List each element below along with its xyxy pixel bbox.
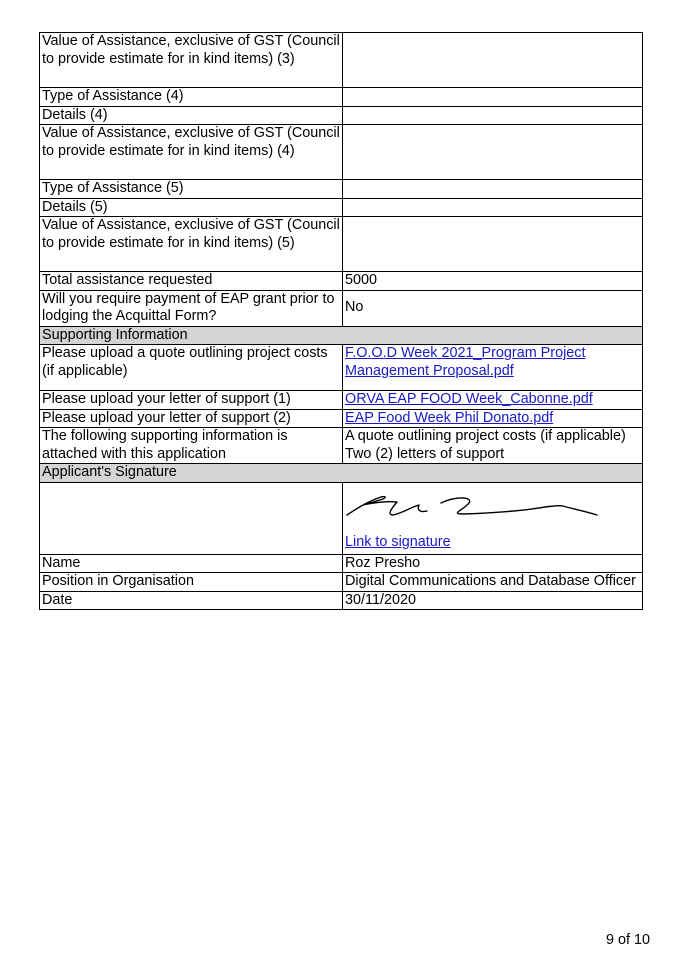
field-label: Type of Assistance (4) bbox=[40, 88, 343, 107]
field-label: Value of Assistance, exclusive of GST (Council to provide estimate for in kind items) (4) bbox=[40, 125, 343, 180]
application-form-table bbox=[39, 32, 643, 610]
attached-item: Two (2) letters of support bbox=[345, 445, 505, 462]
letter-of-support-2-link[interactable]: EAP Food Week Phil Donato.pdf bbox=[345, 409, 554, 426]
field-label: Please upload your letter of support (1) bbox=[40, 391, 343, 410]
field-value bbox=[343, 391, 643, 410]
table-row bbox=[40, 88, 643, 107]
field-label: Details (5) bbox=[40, 198, 343, 217]
payment-prior-value: No bbox=[343, 290, 643, 326]
signature-image bbox=[345, 487, 605, 527]
quote-file-link[interactable]: F.O.O.D Week 2021_Program Project Management Proposal.pdf bbox=[345, 345, 586, 379]
table-row bbox=[40, 591, 643, 610]
attached-item: A quote outlining project costs (if applicable) bbox=[345, 428, 626, 444]
table-row bbox=[40, 409, 643, 428]
section-header-row bbox=[40, 326, 643, 345]
field-label: The following supporting information is attached with this application bbox=[40, 428, 343, 464]
field-value bbox=[343, 106, 643, 125]
field-label: Will you require payment of EAP grant prior to lodging the Acquittal Form? bbox=[40, 290, 343, 326]
table-row bbox=[40, 106, 643, 125]
field-label: Position in Organisation bbox=[40, 573, 343, 592]
applicant-signature-heading: Applicant's Signature bbox=[40, 464, 643, 483]
table-row bbox=[40, 217, 643, 272]
field-value bbox=[343, 428, 643, 464]
field-label: Value of Assistance, exclusive of GST (Council to provide estimate for in kind items) (5) bbox=[40, 217, 343, 272]
field-value bbox=[343, 217, 643, 272]
table-row bbox=[40, 180, 643, 199]
table-row bbox=[40, 554, 643, 573]
date-value: 30/11/2020 bbox=[343, 591, 643, 610]
field-label: Please upload a quote outlining project costs (if applicable) bbox=[40, 345, 343, 391]
total-assistance-value: 5000 bbox=[343, 272, 643, 291]
table-row bbox=[40, 272, 643, 291]
field-label: Name bbox=[40, 554, 343, 573]
field-label: Type of Assistance (5) bbox=[40, 180, 343, 199]
table-row bbox=[40, 125, 643, 180]
table-row bbox=[40, 482, 643, 554]
signature-cell bbox=[343, 482, 643, 554]
table-row bbox=[40, 290, 643, 326]
field-value bbox=[343, 88, 643, 107]
letter-of-support-1-link[interactable]: ORVA EAP FOOD Week_Cabonne.pdf bbox=[345, 391, 593, 407]
field-value bbox=[343, 409, 643, 428]
empty-cell bbox=[40, 482, 343, 554]
signature-link-wrapper bbox=[345, 534, 451, 552]
field-value bbox=[343, 198, 643, 217]
table-row bbox=[40, 573, 643, 592]
table-row bbox=[40, 391, 643, 410]
supporting-information-heading: Supporting Information bbox=[40, 326, 643, 345]
table-row bbox=[40, 198, 643, 217]
field-value bbox=[343, 180, 643, 199]
name-value: Roz Presho bbox=[343, 554, 643, 573]
page-number: 9 of 10 bbox=[605, 932, 650, 948]
field-label: Value of Assistance, exclusive of GST (Council to provide estimate for in kind items) (3) bbox=[40, 33, 343, 88]
field-value bbox=[343, 33, 643, 88]
table-row bbox=[40, 345, 643, 391]
table-row bbox=[40, 428, 643, 464]
signature-link[interactable]: Link to signature bbox=[345, 534, 451, 550]
section-header-row bbox=[40, 464, 643, 483]
field-label: Details (4) bbox=[40, 106, 343, 125]
table-row bbox=[40, 33, 643, 88]
field-value bbox=[343, 345, 643, 391]
field-label: Date bbox=[40, 591, 343, 610]
field-label: Please upload your letter of support (2) bbox=[40, 409, 343, 428]
field-label: Total assistance requested bbox=[40, 272, 343, 291]
position-value: Digital Communications and Database Officer bbox=[343, 573, 643, 592]
field-value bbox=[343, 125, 643, 180]
